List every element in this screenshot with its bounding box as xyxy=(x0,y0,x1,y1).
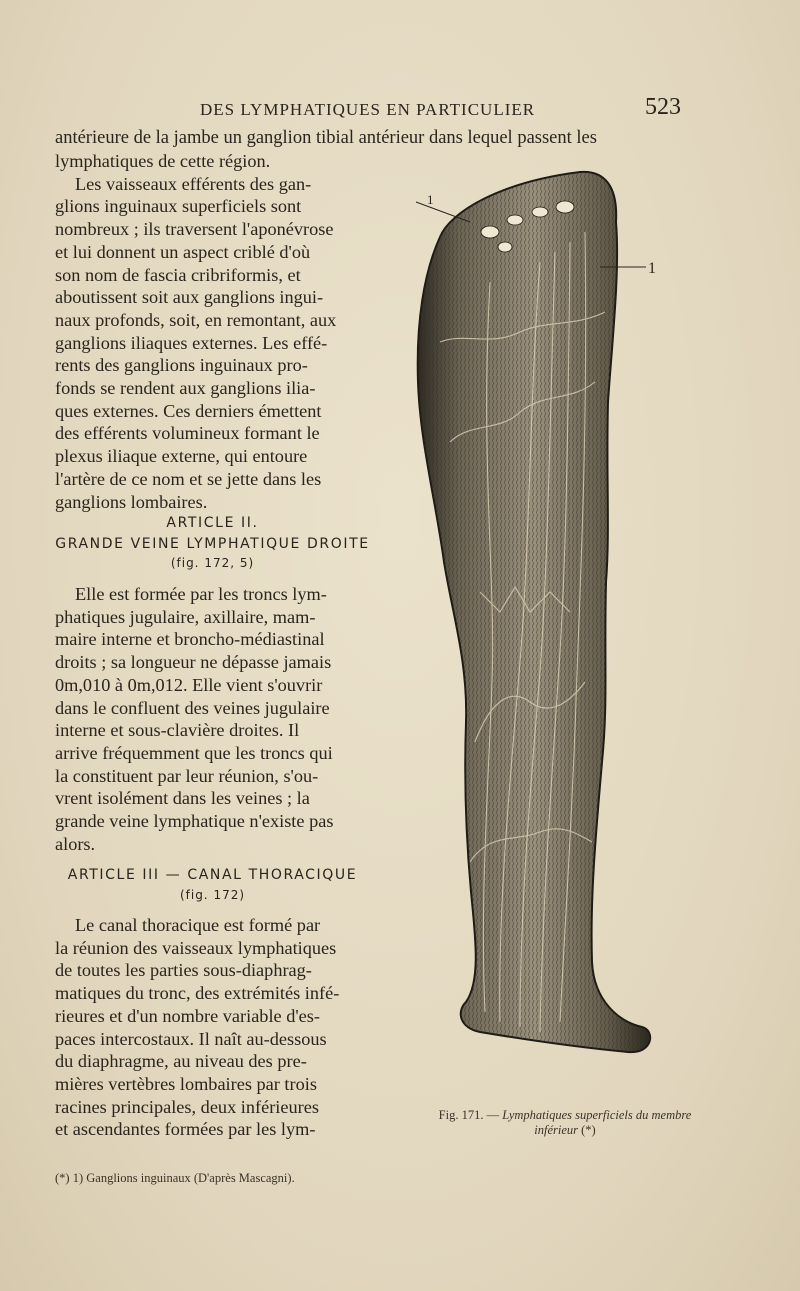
text-line: plexus iliaque externe, qui entoure xyxy=(55,446,308,467)
text-line: vrent isolément dans les veines ; la xyxy=(55,788,310,809)
article-2-figref: (fig. 172, 5) xyxy=(170,556,255,570)
text-line: paces intercostaux. Il naît au-dessous xyxy=(55,1028,327,1049)
caption-mark: (*) xyxy=(581,1123,596,1137)
leg-lymphatics-illustration xyxy=(380,142,670,1102)
text-line: rieures et d'un nombre variable d'es- xyxy=(55,1005,320,1026)
article-3-title: ARTICLE III — CANAL THORACIQUE xyxy=(67,867,358,883)
article-2-subtitle: GRANDE VEINE LYMPHATIQUE DROITE xyxy=(55,536,370,552)
text-line: arrive fréquemment que les troncs qui xyxy=(55,742,333,763)
text-line: droits ; sa longueur ne dépasse jamais xyxy=(55,652,332,673)
text-line: grande veine lymphatique n'existe pas xyxy=(55,811,334,832)
text-line: son nom de fascia cribriformis, et xyxy=(55,264,301,285)
figure-caption xyxy=(420,1108,710,1138)
figure-label-right: 1 xyxy=(648,260,656,277)
paragraph-canal-thoracique xyxy=(55,914,370,1141)
article-3-figref: (fig. 172) xyxy=(179,888,246,902)
text-line: ques externes. Ces derniers émettent xyxy=(55,400,322,421)
text-line: Le canal thoracique est formé par xyxy=(75,915,321,935)
caption-title: Lymphatiques superficiels du membre inférieur xyxy=(502,1108,692,1137)
text-line: nombreux ; ils traversent l'aponévrose xyxy=(55,219,334,240)
text-line: alors. xyxy=(55,833,96,854)
article-2-figref-wrap xyxy=(55,554,370,573)
text-line: du diaphragme, au niveau des pre- xyxy=(55,1051,307,1072)
footnote: (*) 1) Ganglions inguinaux (D'après Mascagni). xyxy=(55,1171,295,1185)
page-number: 523 xyxy=(645,94,681,120)
text-line: rents des ganglions inguinaux pro- xyxy=(55,355,308,376)
text-line: ganglions iliaques externes. Les effé- xyxy=(55,332,328,353)
article-3-figref-wrap xyxy=(55,886,370,905)
text-line: mières vertèbres lombaires par trois xyxy=(55,1073,317,1094)
caption-prefix: Fig. 171. — xyxy=(438,1108,500,1122)
page-header xyxy=(0,96,800,126)
figure-label-left: 1 xyxy=(427,192,434,207)
text-line: la constituent par leur réunion, s'ou- xyxy=(55,765,319,786)
text-line: de toutes les parties sous-diaphrag- xyxy=(55,960,312,981)
text-line: lymphatiques de cette région. xyxy=(55,151,271,171)
text-line: Elle est formée par les troncs lym- xyxy=(75,584,327,604)
text-line: aboutissent soit aux ganglions ingui- xyxy=(55,287,324,308)
text-line: Les vaisseaux efférents des gan- xyxy=(75,173,312,194)
text-line: 0m,010 à 0m,012. Elle vient s'ouvrir xyxy=(55,674,323,695)
text-line: racines principales, deux inférieures xyxy=(55,1096,319,1117)
intro-line: antérieure de la jambe un ganglion tibial antérieur dans lequel passent les xyxy=(55,128,597,148)
text-line: matiques du tronc, des extrémités infé- xyxy=(55,983,340,1004)
text-line: phatiques jugulaire, axillaire, mam- xyxy=(55,606,316,627)
text-line: des efférents volumineux formant le xyxy=(55,423,320,444)
paragraph-grande-veine xyxy=(55,583,370,855)
article-2-title: ARTICLE II. xyxy=(166,515,259,531)
text-line: la réunion des vaisseaux lymphatiques xyxy=(55,937,337,958)
text-line: et lui donnent un aspect criblé d'où xyxy=(55,241,311,262)
text-line: dans le confluent des veines jugulaire xyxy=(55,697,330,718)
text-line: fonds se rendent aux ganglions ilia- xyxy=(55,378,316,399)
text-line: glions inguinaux superficiels sont xyxy=(55,196,302,217)
running-head: DES LYMPHATIQUES EN PARTICULIER xyxy=(200,100,536,119)
paragraph-efferents xyxy=(55,150,370,513)
text-line: l'artère de ce nom et se jette dans les xyxy=(55,468,322,489)
text-line: et ascendantes formées par les lym- xyxy=(55,1119,316,1140)
text-line: interne et sous-clavière droites. Il xyxy=(55,720,300,741)
text-line: naux profonds, soit, en remontant, aux xyxy=(55,309,337,330)
text-line: ganglions lombaires. xyxy=(55,491,208,512)
text-line: maire interne et broncho-médiastinal xyxy=(55,629,325,650)
